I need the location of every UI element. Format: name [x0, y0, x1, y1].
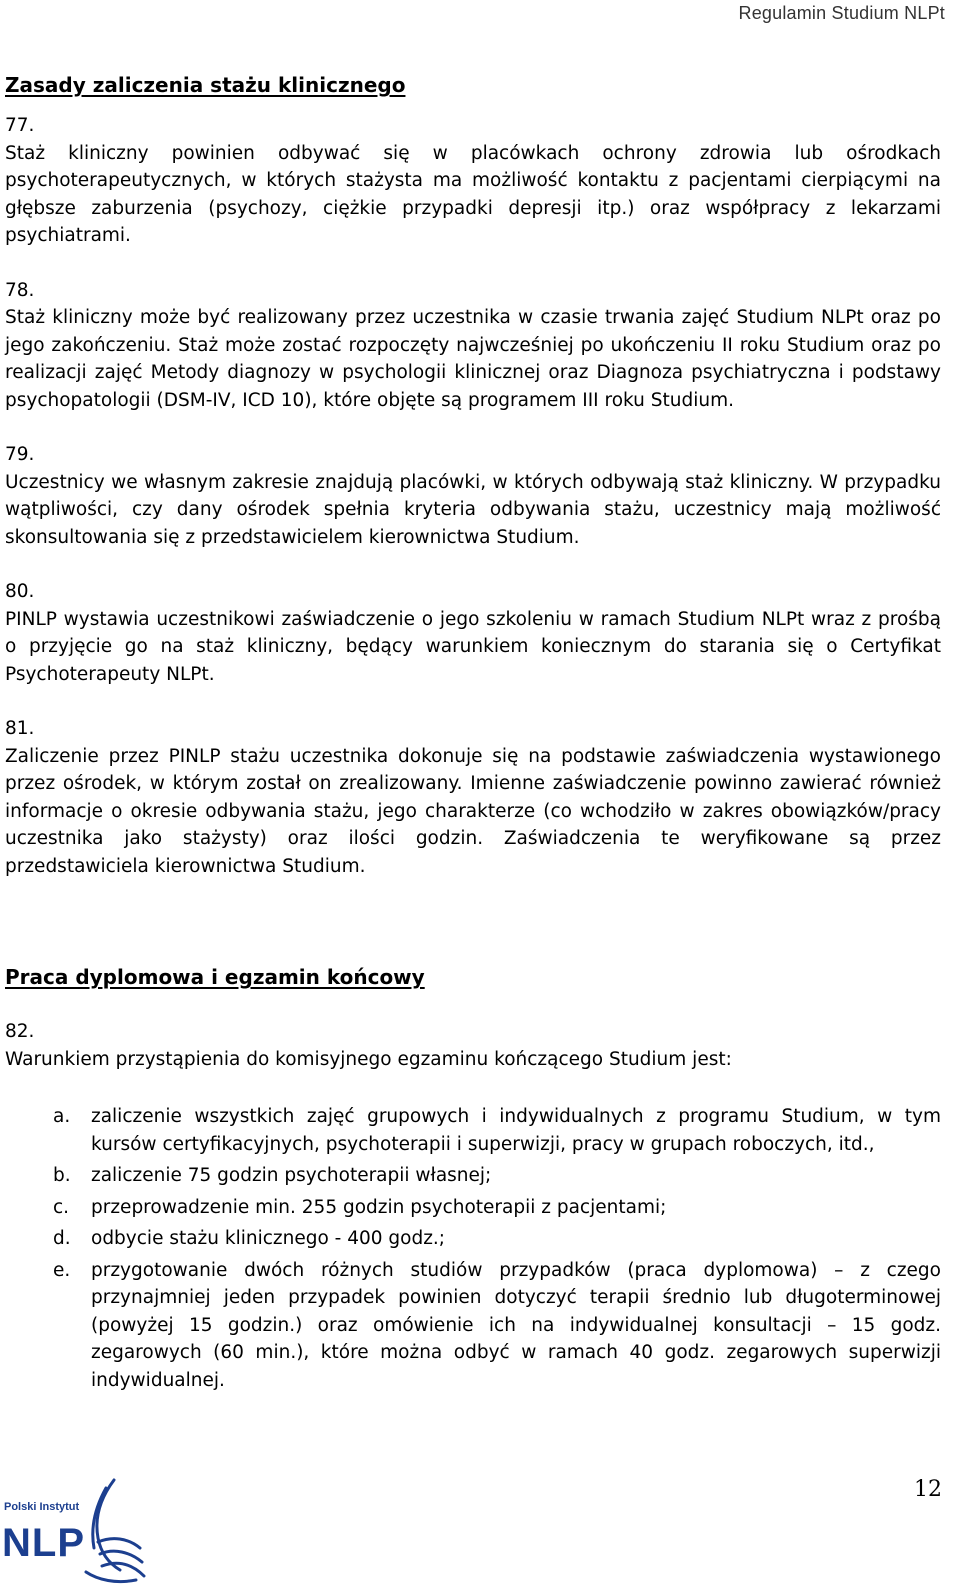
logo-main-text: NLP	[2, 1521, 85, 1565]
page-number: 12	[914, 1477, 942, 1502]
running-header: Regulamin Studium NLPt	[738, 3, 945, 23]
paragraph-78	[5, 277, 941, 415]
requirements-list	[5, 1103, 941, 1394]
list-marker: c.	[53, 1196, 70, 1218]
list-item-text: zaliczenie wszystkich zajęć grupowych i indywidualnych z programu Studium, w tym kursów certyfikacyjnych, psychoterapii i superwizji, pracy w grupach roboczych, itd.,	[91, 1106, 941, 1155]
list-marker: e.	[53, 1259, 71, 1281]
list-item	[5, 1162, 941, 1190]
section-title-diploma-exam: Praca dyplomowa i egzamin końcowy	[5, 965, 425, 989]
paragraph-number: 78.	[5, 279, 35, 301]
paragraph-number: 79.	[5, 444, 35, 465]
list-item-text: zaliczenie 75 godzin psychoterapii własnej;	[91, 1165, 492, 1186]
paragraph-number: 81.	[5, 718, 35, 739]
paragraph-number: 80.	[5, 581, 35, 602]
paragraph-79	[5, 441, 941, 551]
paragraph-text: Staż kliniczny może być realizowany przez uczestnika w czasie trwania zajęć Studium NLPt oraz po jego zakończeniu. Staż może zostać rozpoczęty najwcześniej po ukończeniu II roku Studium oraz po realizacji zajęć Metody diagnozy w psychologii klinicznej oraz Diagnoza psychiatryczna i podstawy psychopatologii (DSM-IV, ICD 10), które objęte są programem III roku Studium.	[5, 307, 941, 411]
paragraph-text: PINLP wystawia uczestnikowi zaświadczenie o jego szkoleniu w ramach Studium NLPt wraz z prośbą o przyjęcie go na staż kliniczny, będący warunkiem koniecznym do starania się o Certyfikat Psychoterapeuty NLPt.	[5, 608, 941, 685]
paragraph-number: 77.	[5, 115, 35, 136]
list-marker: a.	[53, 1106, 71, 1127]
list-item	[5, 1225, 941, 1253]
paragraph-80	[5, 578, 941, 688]
paragraph-82	[5, 1018, 941, 1073]
paragraph-text: Staż kliniczny powinien odbywać się w placówkach ochrony zdrowia lub ośrodkach psychoterapeutycznych, w których stażysta ma możliwość kontaktu z pacjentami cierpiącymi na głębsze zaburzenia (psychozy, ciężkie przypadki depresji itp.) oraz współpracy z lekarzami psychiatrami.	[5, 142, 941, 246]
section-title-clinical-internship: Zasady zaliczenia stażu klinicznego	[5, 73, 406, 97]
paragraph-text: Zaliczenie przez PINLP stażu uczestnika dokonuje się na podstawie zaświadczenia wystawionego przez ośrodek, w którym został on zrealizowany. Imienne zaświadczenie powinno zawierać również informacje o okresie odbywania stażu, jego charakterze (co wchodziło w zakres obowiązków/pracy uczestnika jako stażysty) oraz ilości godzin. Zaświadczenia te weryfikowane są przez przedstawiciela kierownictwa Studium.	[5, 745, 941, 877]
paragraph-81	[5, 715, 941, 880]
document-body	[5, 70, 941, 1394]
list-item-text: przeprowadzenie min. 255 godzin psychoterapii z pacjentami;	[91, 1196, 667, 1218]
pinlp-logo	[2, 1476, 152, 1588]
list-item	[5, 1257, 941, 1395]
list-item-text: odbycie stażu klinicznego - 400 godz.;	[91, 1228, 446, 1249]
list-item-text: przygotowanie dwóch różnych studiów przypadków (praca dyplomowa) – z czego przynajmniej jeden przypadek powinien dotyczyć terapii średnio lub długoterminowej (powyżej 15 godzin.) oraz omówienie ich na indywidualnej konsultacji – 15 godz. zegarowych (60 min.), które można odbyć w ramach 40 godz. zegarowych superwizji indywidualnej.	[91, 1259, 941, 1391]
logo-top-text: Polski Instytut	[4, 1501, 80, 1513]
logo-swirl-icon	[86, 1480, 144, 1582]
paragraph-number: 82.	[5, 1021, 35, 1042]
list-item	[5, 1194, 941, 1222]
list-item	[5, 1103, 941, 1158]
list-marker: b.	[53, 1165, 71, 1186]
paragraph-77	[5, 112, 941, 250]
list-marker: d.	[53, 1228, 71, 1249]
paragraph-text: Uczestnicy we własnym zakresie znajdują placówki, w których odbywają staż kliniczny. W przypadku wątpliwości, czy dany ośrodek spełnia kryteria odbywania stażu, uczestnicy mają możliwość skonsultowania się z przedstawicielem kierownictwa Studium.	[5, 471, 941, 548]
paragraph-text: Warunkiem przystąpienia do komisyjnego egzaminu kończącego Studium jest:	[5, 1048, 732, 1070]
